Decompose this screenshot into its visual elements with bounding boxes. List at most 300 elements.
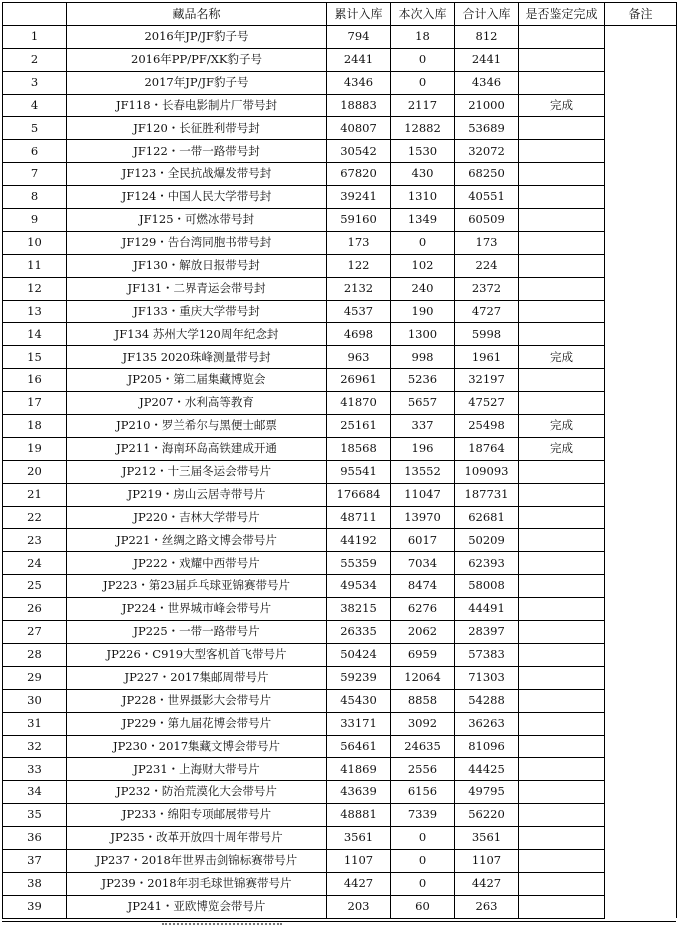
cumulative-stock-cell[interactable]: 794 bbox=[327, 25, 391, 48]
row-index-cell[interactable]: 22 bbox=[3, 506, 67, 529]
table-row bbox=[3, 48, 677, 71]
row-index-cell[interactable]: 5 bbox=[3, 117, 67, 140]
row-index-cell[interactable]: 15 bbox=[3, 346, 67, 369]
total-stock-cell[interactable]: 3561 bbox=[455, 827, 519, 850]
current-stock-cell[interactable]: 0 bbox=[391, 48, 455, 71]
item-name-cell[interactable]: JP212・十三届冬运会带号片 bbox=[67, 460, 327, 483]
current-stock-cell[interactable]: 0 bbox=[391, 849, 455, 872]
item-name-cell[interactable]: JP233・绵阳专项邮展带号片 bbox=[67, 804, 327, 827]
total-stock-cell[interactable]: 62681 bbox=[455, 506, 519, 529]
current-stock-cell[interactable]: 12882 bbox=[391, 117, 455, 140]
item-name-cell[interactable]: JP221・丝绸之路文博会带号片 bbox=[67, 529, 327, 552]
header-row bbox=[3, 3, 677, 26]
table-row bbox=[3, 827, 677, 850]
total-stock-cell[interactable]: 109093 bbox=[455, 460, 519, 483]
remarks-cell[interactable] bbox=[605, 94, 677, 117]
table-row bbox=[3, 598, 677, 621]
current-stock-cell[interactable]: 60 bbox=[391, 895, 455, 918]
total-stock-cell[interactable]: 25498 bbox=[455, 415, 519, 438]
appraisal-status-cell[interactable] bbox=[519, 895, 605, 918]
current-stock-cell[interactable]: 24635 bbox=[391, 735, 455, 758]
cumulative-stock-cell[interactable]: 173 bbox=[327, 231, 391, 254]
appraisal-status-cell[interactable] bbox=[519, 849, 605, 872]
row-index-cell[interactable]: 24 bbox=[3, 552, 67, 575]
item-name-cell[interactable]: JF122・一带一路带号封 bbox=[67, 140, 327, 163]
appraisal-status-cell[interactable] bbox=[519, 483, 605, 506]
appraisal-status-cell[interactable]: 完成 bbox=[519, 415, 605, 438]
appraisal-status-cell[interactable] bbox=[519, 529, 605, 552]
item-name-cell[interactable]: JF134 苏州大学120周年纪念封 bbox=[67, 323, 327, 346]
item-name-cell[interactable]: JP230・2017集藏文博会带号片 bbox=[67, 735, 327, 758]
cumulative-stock-cell[interactable]: 38215 bbox=[327, 598, 391, 621]
row-index-cell[interactable]: 32 bbox=[3, 735, 67, 758]
total-stock-cell[interactable]: 5998 bbox=[455, 323, 519, 346]
total-stock-cell[interactable]: 173 bbox=[455, 231, 519, 254]
cumulative-stock-cell[interactable]: 41870 bbox=[327, 392, 391, 415]
remarks-cell[interactable] bbox=[605, 872, 677, 895]
item-name-cell[interactable]: JF120・长征胜利带号封 bbox=[67, 117, 327, 140]
remarks-cell[interactable] bbox=[605, 758, 677, 781]
cumulative-stock-cell[interactable]: 3561 bbox=[327, 827, 391, 850]
cumulative-stock-cell[interactable]: 59160 bbox=[327, 209, 391, 232]
row-index-cell[interactable]: 19 bbox=[3, 437, 67, 460]
item-name-cell[interactable]: JP237・2018年世界击剑锦标赛带号片 bbox=[67, 849, 327, 872]
cumulative-stock-cell[interactable]: 48711 bbox=[327, 506, 391, 529]
row-index-cell[interactable]: 6 bbox=[3, 140, 67, 163]
remarks-cell[interactable] bbox=[605, 231, 677, 254]
item-name-cell[interactable]: JP225・一带一路带号片 bbox=[67, 621, 327, 644]
table-row bbox=[3, 254, 677, 277]
remarks-cell[interactable] bbox=[605, 140, 677, 163]
current-stock-cell[interactable]: 430 bbox=[391, 163, 455, 186]
total-stock-cell[interactable]: 4346 bbox=[455, 71, 519, 94]
row-index-cell[interactable]: 38 bbox=[3, 872, 67, 895]
appraisal-status-cell[interactable] bbox=[519, 186, 605, 209]
table-row bbox=[3, 277, 677, 300]
remarks-cell[interactable] bbox=[605, 575, 677, 598]
current-stock-cell[interactable]: 240 bbox=[391, 277, 455, 300]
cumulative-stock-cell[interactable]: 963 bbox=[327, 346, 391, 369]
item-name-cell[interactable]: JP222・戏耀中西带号片 bbox=[67, 552, 327, 575]
cumulative-stock-cell[interactable]: 43639 bbox=[327, 781, 391, 804]
remarks-cell[interactable] bbox=[605, 781, 677, 804]
total-stock-cell[interactable]: 1107 bbox=[455, 849, 519, 872]
row-index-cell[interactable]: 28 bbox=[3, 643, 67, 666]
item-name-cell[interactable]: JF133・重庆大学带号封 bbox=[67, 300, 327, 323]
item-name-cell[interactable]: JP207・水利高等教育 bbox=[67, 392, 327, 415]
row-index-cell[interactable]: 2 bbox=[3, 48, 67, 71]
appraisal-status-cell[interactable] bbox=[519, 323, 605, 346]
appraisal-status-cell[interactable] bbox=[519, 827, 605, 850]
cumulative-stock-cell[interactable]: 25161 bbox=[327, 415, 391, 438]
remarks-cell[interactable] bbox=[605, 346, 677, 369]
table-row bbox=[3, 392, 677, 415]
remarks-cell[interactable] bbox=[605, 506, 677, 529]
remarks-cell[interactable] bbox=[605, 804, 677, 827]
row-index-cell[interactable]: 21 bbox=[3, 483, 67, 506]
current-stock-cell[interactable]: 6017 bbox=[391, 529, 455, 552]
table-row bbox=[3, 186, 677, 209]
row-index-cell[interactable]: 11 bbox=[3, 254, 67, 277]
table-row bbox=[3, 621, 677, 644]
appraisal-status-cell[interactable] bbox=[519, 277, 605, 300]
remarks-cell[interactable] bbox=[605, 48, 677, 71]
cumulative-stock-cell[interactable]: 203 bbox=[327, 895, 391, 918]
cumulative-stock-cell[interactable]: 18568 bbox=[327, 437, 391, 460]
row-index-cell[interactable]: 17 bbox=[3, 392, 67, 415]
total-stock-cell[interactable]: 50209 bbox=[455, 529, 519, 552]
total-stock-cell[interactable]: 812 bbox=[455, 25, 519, 48]
total-stock-cell[interactable]: 1961 bbox=[455, 346, 519, 369]
row-index-cell[interactable]: 4 bbox=[3, 94, 67, 117]
item-name-cell[interactable]: JP224・世界城市峰会带号片 bbox=[67, 598, 327, 621]
remarks-cell[interactable] bbox=[605, 529, 677, 552]
current-stock-cell[interactable]: 1349 bbox=[391, 209, 455, 232]
current-stock-cell[interactable]: 0 bbox=[391, 872, 455, 895]
row-index-cell[interactable]: 12 bbox=[3, 277, 67, 300]
item-name-cell[interactable]: JP205・第二届集藏博览会 bbox=[67, 369, 327, 392]
remarks-cell[interactable] bbox=[605, 437, 677, 460]
appraisal-status-cell[interactable] bbox=[519, 369, 605, 392]
appraisal-status-cell[interactable] bbox=[519, 25, 605, 48]
cumulative-stock-cell[interactable]: 41869 bbox=[327, 758, 391, 781]
current-stock-cell[interactable]: 998 bbox=[391, 346, 455, 369]
appraisal-status-cell[interactable]: 完成 bbox=[519, 437, 605, 460]
current-stock-cell[interactable]: 337 bbox=[391, 415, 455, 438]
current-stock-cell[interactable]: 8858 bbox=[391, 689, 455, 712]
total-stock-cell[interactable]: 2372 bbox=[455, 277, 519, 300]
cumulative-stock-cell[interactable]: 33171 bbox=[327, 712, 391, 735]
appraisal-status-cell[interactable] bbox=[519, 552, 605, 575]
item-name-cell[interactable]: JP227・2017集邮周带号片 bbox=[67, 666, 327, 689]
total-stock-cell[interactable]: 28397 bbox=[455, 621, 519, 644]
item-name-cell[interactable]: JP235・改革开放四十周年带号片 bbox=[67, 827, 327, 850]
table-row bbox=[3, 25, 677, 48]
current-stock-cell[interactable]: 102 bbox=[391, 254, 455, 277]
remarks-cell[interactable] bbox=[605, 415, 677, 438]
row-index-cell[interactable]: 27 bbox=[3, 621, 67, 644]
remarks-cell[interactable] bbox=[605, 460, 677, 483]
item-name-cell[interactable]: JP228・世界摄影大会带号片 bbox=[67, 689, 327, 712]
next-row-cutoff bbox=[2, 921, 676, 932]
item-name-cell[interactable]: JF123・全民抗战爆发带号封 bbox=[67, 163, 327, 186]
remarks-cell[interactable] bbox=[605, 483, 677, 506]
total-stock-cell[interactable]: 32197 bbox=[455, 369, 519, 392]
total-stock-cell[interactable]: 49795 bbox=[455, 781, 519, 804]
remarks-cell[interactable] bbox=[605, 552, 677, 575]
row-index-cell[interactable]: 30 bbox=[3, 689, 67, 712]
current-stock-cell[interactable]: 1300 bbox=[391, 323, 455, 346]
current-stock-cell[interactable]: 0 bbox=[391, 231, 455, 254]
current-stock-cell[interactable]: 2062 bbox=[391, 621, 455, 644]
header-cumulative[interactable]: 累计入库 bbox=[327, 3, 391, 26]
appraisal-status-cell[interactable] bbox=[519, 254, 605, 277]
item-name-cell[interactable]: JF130・解放日报带号封 bbox=[67, 254, 327, 277]
row-index-cell[interactable]: 35 bbox=[3, 804, 67, 827]
row-index-cell[interactable]: 31 bbox=[3, 712, 67, 735]
total-stock-cell[interactable]: 57383 bbox=[455, 643, 519, 666]
total-stock-cell[interactable]: 21000 bbox=[455, 94, 519, 117]
cumulative-stock-cell[interactable]: 48881 bbox=[327, 804, 391, 827]
row-index-cell[interactable]: 10 bbox=[3, 231, 67, 254]
remarks-cell[interactable] bbox=[605, 666, 677, 689]
remarks-cell[interactable] bbox=[605, 323, 677, 346]
appraisal-status-cell[interactable] bbox=[519, 666, 605, 689]
item-name-cell[interactable]: 2017年JP/JF豹子号 bbox=[67, 71, 327, 94]
row-index-cell[interactable]: 14 bbox=[3, 323, 67, 346]
appraisal-status-cell[interactable] bbox=[519, 209, 605, 232]
total-stock-cell[interactable]: 53689 bbox=[455, 117, 519, 140]
appraisal-status-cell[interactable] bbox=[519, 300, 605, 323]
current-stock-cell[interactable]: 13552 bbox=[391, 460, 455, 483]
table-row bbox=[3, 643, 677, 666]
header-index[interactable] bbox=[3, 3, 67, 26]
remarks-cell[interactable] bbox=[605, 117, 677, 140]
remarks-cell[interactable] bbox=[605, 621, 677, 644]
appraisal-status-cell[interactable] bbox=[519, 140, 605, 163]
total-stock-cell[interactable]: 68250 bbox=[455, 163, 519, 186]
item-name-cell[interactable]: JF125・可燃冰带号封 bbox=[67, 209, 327, 232]
current-stock-cell[interactable]: 2556 bbox=[391, 758, 455, 781]
appraisal-status-cell[interactable] bbox=[519, 506, 605, 529]
current-stock-cell[interactable]: 5236 bbox=[391, 369, 455, 392]
row-index-cell[interactable]: 16 bbox=[3, 369, 67, 392]
current-stock-cell[interactable]: 0 bbox=[391, 827, 455, 850]
header-remarks[interactable]: 备注 bbox=[605, 3, 677, 26]
current-stock-cell[interactable]: 6156 bbox=[391, 781, 455, 804]
current-stock-cell[interactable]: 11047 bbox=[391, 483, 455, 506]
total-stock-cell[interactable]: 40551 bbox=[455, 186, 519, 209]
appraisal-status-cell[interactable] bbox=[519, 163, 605, 186]
current-stock-cell[interactable]: 2117 bbox=[391, 94, 455, 117]
cumulative-stock-cell[interactable]: 56461 bbox=[327, 735, 391, 758]
table-row bbox=[3, 323, 677, 346]
item-name-cell[interactable]: 2016年JP/JF豹子号 bbox=[67, 25, 327, 48]
total-stock-cell[interactable]: 32072 bbox=[455, 140, 519, 163]
item-name-cell[interactable]: JF135 2020珠峰测量带号封 bbox=[67, 346, 327, 369]
current-stock-cell[interactable]: 18 bbox=[391, 25, 455, 48]
item-name-cell[interactable]: 2016年PP/PF/XK豹子号 bbox=[67, 48, 327, 71]
item-name-cell[interactable]: JP210・罗兰希尔与黑便士邮票 bbox=[67, 415, 327, 438]
row-index-cell[interactable]: 8 bbox=[3, 186, 67, 209]
row-index-cell[interactable]: 36 bbox=[3, 827, 67, 850]
header-this-time[interactable]: 本次入库 bbox=[391, 3, 455, 26]
item-name-cell[interactable]: JP211・海南环岛高铁建成开通 bbox=[67, 437, 327, 460]
table-row bbox=[3, 689, 677, 712]
table-row bbox=[3, 437, 677, 460]
current-stock-cell[interactable]: 5657 bbox=[391, 392, 455, 415]
row-index-cell[interactable]: 13 bbox=[3, 300, 67, 323]
current-stock-cell[interactable]: 196 bbox=[391, 437, 455, 460]
appraisal-status-cell[interactable] bbox=[519, 575, 605, 598]
appraisal-status-cell[interactable] bbox=[519, 460, 605, 483]
appraisal-status-cell[interactable] bbox=[519, 804, 605, 827]
remarks-cell[interactable] bbox=[605, 392, 677, 415]
current-stock-cell[interactable]: 1310 bbox=[391, 186, 455, 209]
row-index-cell[interactable]: 20 bbox=[3, 460, 67, 483]
cumulative-stock-cell[interactable]: 4427 bbox=[327, 872, 391, 895]
current-stock-cell[interactable]: 6276 bbox=[391, 598, 455, 621]
total-stock-cell[interactable]: 47527 bbox=[455, 392, 519, 415]
total-stock-cell[interactable]: 187731 bbox=[455, 483, 519, 506]
item-name-cell[interactable]: JP231・上海财大带号片 bbox=[67, 758, 327, 781]
table-row bbox=[3, 872, 677, 895]
item-name-cell[interactable]: JF131・二界青运会带号封 bbox=[67, 277, 327, 300]
remarks-cell[interactable] bbox=[605, 849, 677, 872]
cumulative-stock-cell[interactable]: 30542 bbox=[327, 140, 391, 163]
cumulative-stock-cell[interactable]: 49534 bbox=[327, 575, 391, 598]
row-index-cell[interactable]: 7 bbox=[3, 163, 67, 186]
header-appraisal-done[interactable]: 是否鉴定完成 bbox=[519, 3, 605, 26]
cumulative-stock-cell[interactable]: 1107 bbox=[327, 849, 391, 872]
item-name-cell[interactable]: JP241・亚欧博览会带号片 bbox=[67, 895, 327, 918]
appraisal-status-cell[interactable] bbox=[519, 872, 605, 895]
cumulative-stock-cell[interactable]: 2441 bbox=[327, 48, 391, 71]
remarks-cell[interactable] bbox=[605, 71, 677, 94]
total-stock-cell[interactable]: 54288 bbox=[455, 689, 519, 712]
row-index-cell[interactable]: 26 bbox=[3, 598, 67, 621]
cumulative-stock-cell[interactable]: 45430 bbox=[327, 689, 391, 712]
cumulative-stock-cell[interactable]: 26961 bbox=[327, 369, 391, 392]
cumulative-stock-cell[interactable]: 39241 bbox=[327, 186, 391, 209]
cumulative-stock-cell[interactable]: 95541 bbox=[327, 460, 391, 483]
current-stock-cell[interactable]: 7034 bbox=[391, 552, 455, 575]
appraisal-status-cell[interactable] bbox=[519, 689, 605, 712]
current-stock-cell[interactable]: 3092 bbox=[391, 712, 455, 735]
row-index-cell[interactable]: 1 bbox=[3, 25, 67, 48]
cumulative-stock-cell[interactable]: 4698 bbox=[327, 323, 391, 346]
total-stock-cell[interactable]: 2441 bbox=[455, 48, 519, 71]
cumulative-stock-cell[interactable]: 44192 bbox=[327, 529, 391, 552]
total-stock-cell[interactable]: 36263 bbox=[455, 712, 519, 735]
remarks-cell[interactable] bbox=[605, 186, 677, 209]
row-index-cell[interactable]: 34 bbox=[3, 781, 67, 804]
item-name-cell[interactable]: JP229・第九届花博会带号片 bbox=[67, 712, 327, 735]
current-stock-cell[interactable]: 13970 bbox=[391, 506, 455, 529]
total-stock-cell[interactable]: 56220 bbox=[455, 804, 519, 827]
remarks-cell[interactable] bbox=[605, 712, 677, 735]
remarks-cell[interactable] bbox=[605, 277, 677, 300]
remarks-cell[interactable] bbox=[605, 598, 677, 621]
appraisal-status-cell[interactable] bbox=[519, 758, 605, 781]
current-stock-cell[interactable]: 0 bbox=[391, 71, 455, 94]
current-stock-cell[interactable]: 12064 bbox=[391, 666, 455, 689]
cumulative-stock-cell[interactable]: 59239 bbox=[327, 666, 391, 689]
table-row bbox=[3, 140, 677, 163]
remarks-cell[interactable] bbox=[605, 827, 677, 850]
cumulative-stock-cell[interactable]: 50424 bbox=[327, 643, 391, 666]
item-name-cell[interactable]: JP232・防治荒漠化大会带号片 bbox=[67, 781, 327, 804]
appraisal-status-cell[interactable] bbox=[519, 48, 605, 71]
item-name-cell[interactable]: JP226・C919大型客机首飞带号片 bbox=[67, 643, 327, 666]
current-stock-cell[interactable]: 6959 bbox=[391, 643, 455, 666]
row-index-cell[interactable]: 9 bbox=[3, 209, 67, 232]
remarks-cell[interactable] bbox=[605, 643, 677, 666]
row-index-cell[interactable]: 3 bbox=[3, 71, 67, 94]
row-index-cell[interactable]: 37 bbox=[3, 849, 67, 872]
cumulative-stock-cell[interactable]: 4346 bbox=[327, 71, 391, 94]
total-stock-cell[interactable]: 71303 bbox=[455, 666, 519, 689]
row-index-cell[interactable]: 23 bbox=[3, 529, 67, 552]
appraisal-status-cell[interactable] bbox=[519, 643, 605, 666]
cumulative-stock-cell[interactable]: 176684 bbox=[327, 483, 391, 506]
cumulative-stock-cell[interactable]: 26335 bbox=[327, 621, 391, 644]
remarks-cell[interactable] bbox=[605, 735, 677, 758]
appraisal-status-cell[interactable] bbox=[519, 781, 605, 804]
total-stock-cell[interactable]: 58008 bbox=[455, 575, 519, 598]
total-stock-cell[interactable]: 44425 bbox=[455, 758, 519, 781]
remarks-cell[interactable] bbox=[605, 689, 677, 712]
table-row bbox=[3, 712, 677, 735]
total-stock-cell[interactable]: 44491 bbox=[455, 598, 519, 621]
total-stock-cell[interactable]: 60509 bbox=[455, 209, 519, 232]
appraisal-status-cell[interactable] bbox=[519, 117, 605, 140]
remarks-cell[interactable] bbox=[605, 254, 677, 277]
appraisal-status-cell[interactable] bbox=[519, 621, 605, 644]
current-stock-cell[interactable]: 7339 bbox=[391, 804, 455, 827]
total-stock-cell[interactable]: 224 bbox=[455, 254, 519, 277]
appraisal-status-cell[interactable] bbox=[519, 71, 605, 94]
appraisal-status-cell[interactable] bbox=[519, 598, 605, 621]
remarks-cell[interactable] bbox=[605, 209, 677, 232]
cumulative-stock-cell[interactable]: 40807 bbox=[327, 117, 391, 140]
appraisal-status-cell[interactable]: 完成 bbox=[519, 94, 605, 117]
item-name-cell[interactable]: JP219・房山云居寺带号片 bbox=[67, 483, 327, 506]
item-name-cell[interactable]: JP223・第23届乒乓球亚锦赛带号片 bbox=[67, 575, 327, 598]
appraisal-status-cell[interactable] bbox=[519, 712, 605, 735]
item-name-cell[interactable]: JF124・中国人民大学带号封 bbox=[67, 186, 327, 209]
current-stock-cell[interactable]: 8474 bbox=[391, 575, 455, 598]
row-index-cell[interactable]: 25 bbox=[3, 575, 67, 598]
remarks-cell[interactable] bbox=[605, 369, 677, 392]
header-total[interactable]: 合计入库 bbox=[455, 3, 519, 26]
row-index-cell[interactable]: 39 bbox=[3, 895, 67, 918]
item-name-cell[interactable]: JP239・2018年羽毛球世锦赛带号片 bbox=[67, 872, 327, 895]
row-index-cell[interactable]: 18 bbox=[3, 415, 67, 438]
total-stock-cell[interactable]: 263 bbox=[455, 895, 519, 918]
cumulative-stock-cell[interactable]: 18883 bbox=[327, 94, 391, 117]
appraisal-status-cell[interactable]: 完成 bbox=[519, 346, 605, 369]
appraisal-status-cell[interactable] bbox=[519, 735, 605, 758]
cumulative-stock-cell[interactable]: 67820 bbox=[327, 163, 391, 186]
row-index-cell[interactable]: 33 bbox=[3, 758, 67, 781]
total-stock-cell[interactable]: 18764 bbox=[455, 437, 519, 460]
appraisal-status-cell[interactable] bbox=[519, 392, 605, 415]
cumulative-stock-cell[interactable]: 4537 bbox=[327, 300, 391, 323]
remarks-cell[interactable] bbox=[605, 163, 677, 186]
table-row bbox=[3, 781, 677, 804]
current-stock-cell[interactable]: 1530 bbox=[391, 140, 455, 163]
current-stock-cell[interactable]: 190 bbox=[391, 300, 455, 323]
item-name-cell[interactable]: JP220・吉林大学带号片 bbox=[67, 506, 327, 529]
item-name-cell[interactable]: JF129・告台湾同胞书带号封 bbox=[67, 231, 327, 254]
cumulative-stock-cell[interactable]: 2132 bbox=[327, 277, 391, 300]
row-index-cell[interactable]: 29 bbox=[3, 666, 67, 689]
cumulative-stock-cell[interactable]: 55359 bbox=[327, 552, 391, 575]
item-name-cell[interactable]: JF118・长春电影制片厂带号封 bbox=[67, 94, 327, 117]
remarks-cell[interactable] bbox=[605, 25, 677, 48]
header-item-name[interactable]: 藏品名称 bbox=[67, 3, 327, 26]
remarks-cell[interactable] bbox=[605, 895, 677, 918]
total-stock-cell[interactable]: 62393 bbox=[455, 552, 519, 575]
cumulative-stock-cell[interactable]: 122 bbox=[327, 254, 391, 277]
remarks-cell[interactable] bbox=[605, 300, 677, 323]
table-row bbox=[3, 415, 677, 438]
total-stock-cell[interactable]: 4427 bbox=[455, 872, 519, 895]
appraisal-status-cell[interactable] bbox=[519, 231, 605, 254]
total-stock-cell[interactable]: 4727 bbox=[455, 300, 519, 323]
total-stock-cell[interactable]: 81096 bbox=[455, 735, 519, 758]
